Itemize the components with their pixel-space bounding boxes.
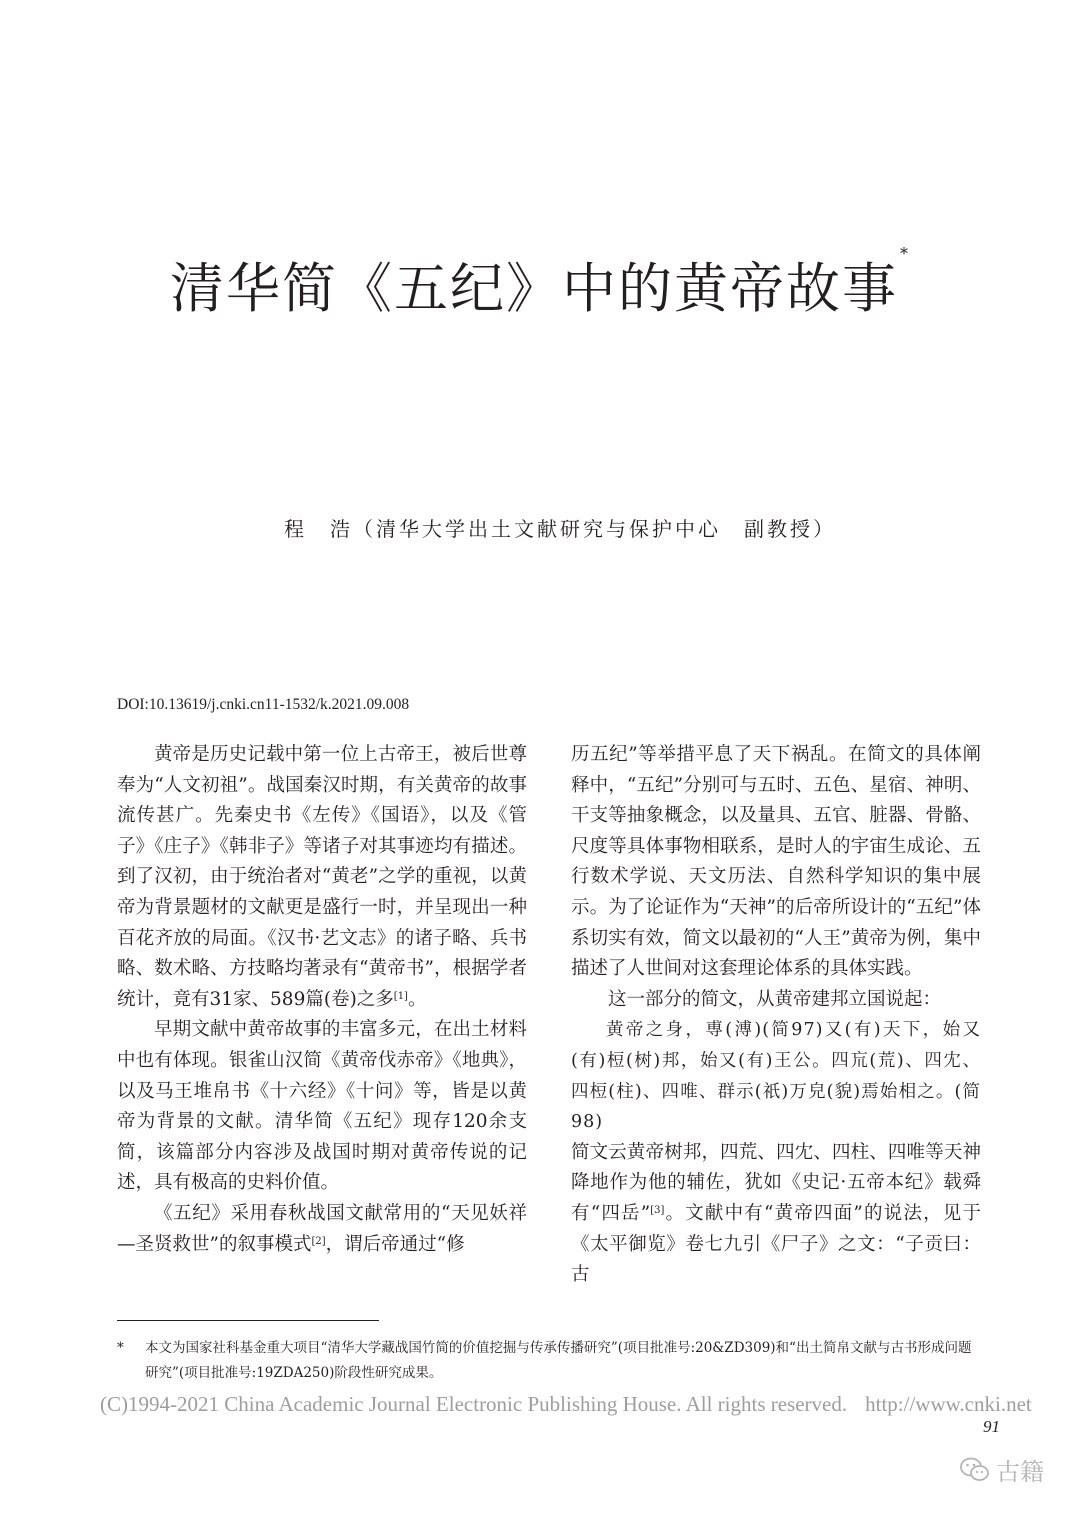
paragraph: 《五纪》采用春秋战国文献常用的“天见妖祥—圣贤救世”的叙事模式[2]，谓后帝通过“修 (117, 1202, 527, 1255)
author-line: 程 浩（清华大学出土文献研究与保护中心 副教授） (284, 517, 836, 541)
citation-ref: [2] (311, 1235, 326, 1247)
footnote-mark: * (117, 1340, 124, 1356)
title-footnote-mark: * (900, 244, 910, 263)
doi: DOI:10.13619/j.cnki.cn11-1532/k.2021.09.008 (117, 696, 410, 713)
footnote-divider (117, 1320, 379, 1321)
citation-ref: [1] (393, 990, 408, 1002)
article-title (0, 246, 1080, 323)
footnote (117, 1336, 981, 1386)
paragraph: 黄帝是历史记载中第一位上古帝王，被后世尊奉为“人文初祖”。战国秦汉时期，有关黄帝的故事流传甚广。先秦史书《左传》《国语》，以及《管子》《庄子》《韩非子》等诸子对其事迹均有描述。到了汉初，由于统治者对“黄老”之学的重视，以黄帝为背景题材的文献更是盛行一时，并呈现出一种百花齐放的局面。《汉书·艺文志》的诸子略、兵书略、数术略、方技略均著录有“黄帝书”，根据学者统计，竟有31家、589篇(卷)之多[1]。 (117, 744, 527, 1010)
copyright-url: http://www.cnki.net (865, 1392, 1032, 1416)
paragraph: 这一部分的简文，从黄帝建邦立国说起： (608, 988, 942, 1010)
wechat-icon (960, 1457, 990, 1483)
watermark-text: 古籍 (996, 1458, 1044, 1486)
left-column (117, 740, 527, 1260)
right-column (571, 740, 981, 1291)
page-number: 91 (983, 1417, 1000, 1436)
paragraph: 简文云黄帝树邦，四荒、四冘、四柱、四唯等天神降地作为他的辅佐，犹如《史记·五帝本纪》载舜有“四岳”[3]。文献中有“黄帝四面”的说法，见于《太平御览》卷七九引《尸子》之文：“子贡曰：古 (571, 1141, 982, 1286)
paragraph: 早期文献中黄帝故事的丰富多元，在出土材料中也有体现。银雀山汉简《黄帝伐赤帝》《地典》，以及马王堆帛书《十六经》《十问》等，皆是以黄帝为背景的文献。清华简《五纪》现存120余支简，该篇部分内容涉及战国时期对黄帝传说的记述，具有极高的史料价值。 (117, 1019, 527, 1194)
title-text: 清华简《五纪》中的黄帝故事 (170, 257, 898, 320)
citation-ref: [3] (650, 1204, 665, 1216)
watermark (960, 1452, 1044, 1487)
block-quote: 黄帝之身，尃(溥)(简97)又(有)天下，始又(有)梪(树)邦，始又(有)王公。四巟(荒)、四冘、四梪(柱)、四唯、群示(祇)万皃(貌)焉始相之。(简98) (571, 1020, 981, 1133)
copyright-notice: (C)1994-2021 China Academic Journal Electronic Publishing House. All rights reserved. http://www.cnki.net (100, 1392, 1032, 1416)
paragraph: 历五纪”等举措平息了天下祸乱。在简文的具体阐释中，“五纪”分别可与五时、五色、星宿、神明、干支等抽象概念，以及量具、五官、脏器、骨骼、尺度等具体事物相联系，是时人的宇宙生成论、五行数术学说、天文历法、自然科学知识的集中展示。为了论证作为“天神”的后帝所设计的“五纪”体系切实有效，简文以最初的“人王”黄帝为例，集中描述了人世间对这套理论体系的具体实践。 (571, 744, 981, 980)
footnote-text: 本文为国家社科基金重大项目“清华大学藏战国竹简的价值挖掘与传承传播研究”(项目批准号:20&ZD309)和“出土简帛文献与古书形成问题研究”(项目批准号:19ZDA250)阶段性研究成果。 (145, 1340, 972, 1381)
